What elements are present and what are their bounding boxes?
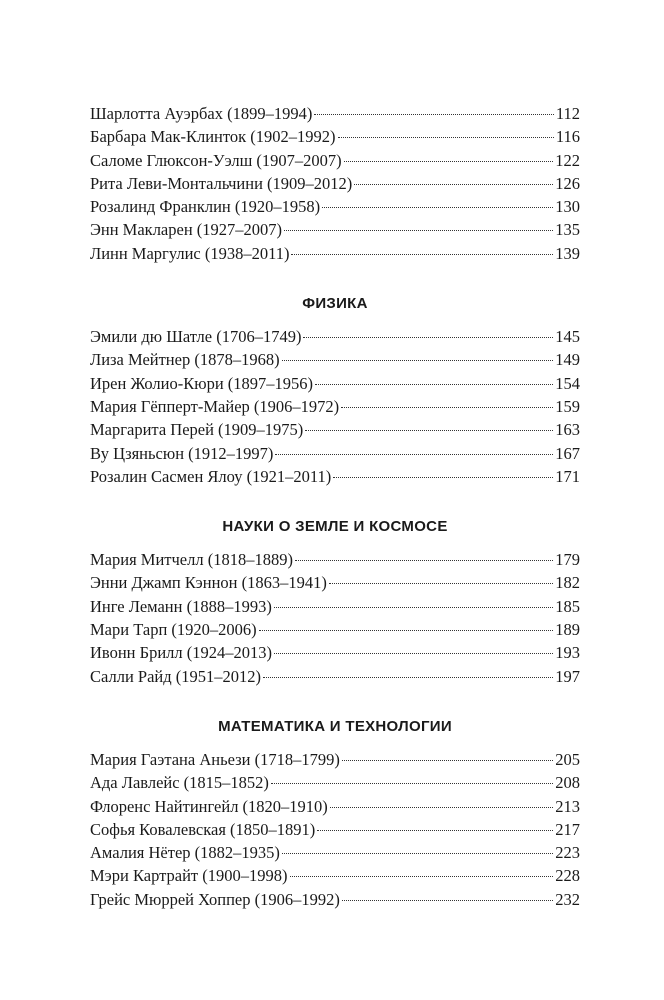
- dot-leader: [329, 583, 553, 584]
- dot-leader: [317, 830, 553, 831]
- toc-entry-page-number: 126: [555, 173, 580, 193]
- toc-entry-page-number: 112: [555, 104, 580, 123]
- dot-leader: [342, 900, 553, 901]
- dot-leader: [274, 653, 553, 654]
- toc-entry: [90, 864, 580, 887]
- dot-leader: [315, 384, 553, 385]
- toc-entry: [90, 465, 580, 488]
- section-title: ФИЗИКА: [302, 295, 368, 313]
- toc-entry-page-number: 154: [555, 373, 580, 393]
- dot-leader: [354, 184, 553, 185]
- toc-entry-name: Энн Макларен (1927–2007): [90, 220, 283, 240]
- section-title: НАУКИ О ЗЕМЛЕ И КОСМОСЕ: [222, 518, 448, 536]
- toc-entry-page-number: 122: [555, 150, 580, 170]
- toc-entry-name: Маргарита Перей (1909–1975): [90, 420, 304, 440]
- dot-leader: [322, 207, 553, 208]
- toc-entry: [90, 395, 580, 418]
- toc-entry-page-number: 213: [555, 796, 580, 816]
- toc-entry-name: Мария Гаэтана Аньези (1718–1799): [90, 749, 340, 769]
- toc-entry: [90, 618, 580, 641]
- toc-entry: [90, 595, 580, 618]
- toc-entry-name: Салли Райд (1951–2012): [90, 666, 261, 686]
- toc-entry: [90, 818, 580, 841]
- toc-entry-name: Эмили дю Шатле (1706–1749): [90, 327, 302, 347]
- toc-entry-page-number: 139: [555, 243, 580, 263]
- toc-entry-page-number: 217: [555, 819, 580, 839]
- toc-entry-page-number: 179: [555, 550, 580, 570]
- toc-entry-name: Ивонн Брилл (1924–2013): [90, 643, 273, 663]
- dot-leader: [274, 607, 553, 608]
- toc-entry-page-number: 163: [555, 420, 580, 440]
- toc-entry-page-number: 228: [555, 866, 580, 886]
- toc-entry-page-number: 116: [555, 127, 580, 147]
- dot-leader: [305, 430, 553, 431]
- toc-entry: [90, 325, 580, 348]
- toc-entry: [90, 418, 580, 441]
- toc-entry-name: Рита Леви-Монтальчини (1909–2012): [90, 173, 353, 193]
- toc-entry: [90, 195, 580, 218]
- toc-entry-name: Ву Цзяньсюн (1912–1997): [90, 443, 274, 463]
- toc-entry-name: Мари Тарп (1920–2006): [90, 620, 257, 640]
- toc-entry: [90, 771, 580, 794]
- toc-entry-page-number: 135: [555, 220, 580, 240]
- toc-entry: [90, 665, 580, 688]
- toc-entry-name: Розалин Сасмен Ялоу (1921–2011): [90, 466, 332, 486]
- dot-leader: [330, 807, 553, 808]
- dot-leader: [344, 161, 554, 162]
- toc-entry-name: Мария Гёпперт-Майер (1906–1972): [90, 396, 340, 416]
- dot-leader: [290, 876, 554, 877]
- toc-entry-page-number: 145: [555, 327, 580, 347]
- toc-entry-name: Шарлотта Ауэрбах (1899–1994): [90, 104, 313, 123]
- toc-entry: [90, 841, 580, 864]
- toc-entry: [90, 172, 580, 195]
- toc-entry-page-number: 149: [555, 350, 580, 370]
- toc-entry-name: Инге Леманн (1888–1993): [90, 596, 272, 616]
- dot-leader: [282, 853, 553, 854]
- section-spacer: [90, 265, 580, 293]
- dot-leader: [341, 407, 553, 408]
- toc-entry: [90, 641, 580, 664]
- dot-leader: [284, 230, 553, 231]
- dot-leader: [263, 677, 553, 678]
- toc-entry-page-number: 171: [555, 466, 580, 486]
- dot-leader: [295, 560, 553, 561]
- section-title-spacer: [90, 738, 580, 748]
- toc-entry-name: Мэри Картрайт (1900–1998): [90, 866, 288, 886]
- toc-entry: [90, 888, 580, 911]
- toc-entry-page-number: 205: [555, 749, 580, 769]
- toc-entry-name: Барбара Мак-Клинток (1902–1992): [90, 127, 336, 147]
- toc-entry-name: Софья Ковалевская (1850–1891): [90, 819, 316, 839]
- toc-entry: [90, 149, 580, 172]
- toc-entry: [90, 372, 580, 395]
- section-title: МАТЕМАТИКА И ТЕХНОЛОГИИ: [218, 717, 452, 735]
- toc-entry-page-number: 159: [555, 396, 580, 416]
- toc-entry-page-number: 130: [555, 197, 580, 217]
- toc-entry-page-number: 208: [555, 773, 580, 793]
- dot-leader: [342, 760, 553, 761]
- toc-entry-name: Флоренс Найтингейл (1820–1910): [90, 796, 328, 816]
- dot-leader: [314, 114, 554, 115]
- toc-entry: [90, 125, 580, 148]
- toc-entry: [90, 748, 580, 771]
- section-spacer: [90, 488, 580, 516]
- dot-leader: [282, 360, 554, 361]
- toc-entry-page-number: 189: [555, 620, 580, 640]
- toc-entry-page-number: 167: [555, 443, 580, 463]
- toc-entry: [90, 795, 580, 818]
- toc-entry-page-number: 185: [555, 596, 580, 616]
- dot-leader: [303, 337, 553, 338]
- section-title-spacer: [90, 538, 580, 548]
- toc-entry-name: Саломе Глюксон-Уэлш (1907–2007): [90, 150, 342, 170]
- toc-entry-page-number: 232: [555, 889, 580, 909]
- dot-leader: [259, 630, 554, 631]
- toc-entry-page-number: 197: [555, 666, 580, 686]
- toc-entry: [90, 442, 580, 465]
- toc-entry-name: Энни Джамп Кэннон (1863–1941): [90, 573, 327, 593]
- dot-leader: [333, 477, 553, 478]
- toc-entry-page-number: 223: [555, 843, 580, 863]
- section-title-spacer: [90, 315, 580, 325]
- dot-leader: [271, 783, 553, 784]
- toc-entry-page-number: 193: [555, 643, 580, 663]
- toc-entry-name: Ирен Жолио-Кюри (1897–1956): [90, 373, 314, 393]
- dot-leader: [275, 454, 553, 455]
- toc-entry: [90, 242, 580, 265]
- toc-entry: [90, 218, 580, 241]
- toc-entry: [90, 571, 580, 594]
- toc-entry-name: Грейс Мюррей Хоппер (1906–1992): [90, 889, 340, 909]
- toc-entry: [90, 548, 580, 571]
- toc-entry-page-number: 182: [555, 573, 580, 593]
- dot-leader: [338, 137, 554, 138]
- toc-entry-name: Лиза Мейтнер (1878–1968): [90, 350, 280, 370]
- table-of-contents: [90, 102, 580, 911]
- toc-entry: [90, 102, 580, 125]
- toc-entry-name: Мария Митчелл (1818–1889): [90, 550, 293, 570]
- toc-entry-name: Амалия Нётер (1882–1935): [90, 843, 280, 863]
- toc-entry-name: Розалинд Франклин (1920–1958): [90, 197, 321, 217]
- section-spacer: [90, 688, 580, 716]
- dot-leader: [291, 254, 553, 255]
- toc-entry-name: Ада Лавлейс (1815–1852): [90, 773, 269, 793]
- toc-entry: [90, 348, 580, 371]
- toc-entry-name: Линн Маргулис (1938–2011): [90, 243, 290, 263]
